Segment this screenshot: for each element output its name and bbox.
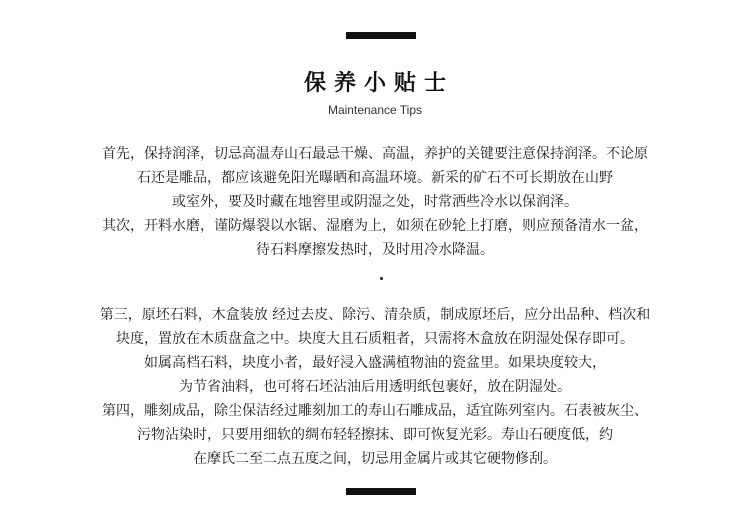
text-line: 为节省油料，也可将石坯沾油后用透明纸包裹好，放在阴湿处。 — [179, 379, 571, 395]
bottom-divider-bar — [346, 488, 416, 495]
top-divider-bar — [346, 32, 416, 39]
page-subtitle: Maintenance Tips — [327, 103, 423, 117]
text-line: 块度，置放在木质盘盒之中。块度大且石质粗者，只需将木盒放在阴湿处保存即可。 — [116, 331, 634, 347]
text-line: 石还是雕品，都应该避免阳光曝晒和高温环境。新采的矿石不可长期放在山野 — [137, 170, 613, 186]
text-line: 污物沾染时，只要用细软的绸布轻轻擦抹、即可恢复光彩。寿山石硬度低，约 — [137, 427, 613, 443]
text-line: 如属高档石料，块度小者，最好浸入盛满植物油的瓷盆里。如果块度较大， — [144, 355, 606, 371]
separator-dot — [380, 277, 383, 280]
text-line: 其次，开料水磨，谨防爆裂以水锯、湿磨为上，如须在砂轮上打磨，则应预备清水一盆， — [102, 218, 648, 234]
text-line: 或室外，要及时藏在地窖里或阴湿之处，时常洒些冷水以保润泽。 — [172, 194, 578, 210]
text-line: 第四，雕刻成品，除尘保洁经过雕刻加工的寿山石雕成品，适宜陈列室内。石表被灰尘、 — [102, 403, 648, 419]
text-line: 待石料摩擦发热时，及时用冷水降温。 — [256, 242, 494, 258]
text-line: 在摩氏二至二点五度之间，切忌用金属片或其它硬物修刮。 — [193, 451, 557, 467]
page-title: 保养小贴士 — [303, 70, 454, 96]
text-line: 第三，原坯石料，木盒装放 经过去皮、除污、清杂质，制成原坯后，应分出品种、档次和 — [99, 307, 651, 323]
text-line: 首先，保持润泽，切忌高温寿山石最忌干燥、高温，养护的关键要注意保持润泽。不论原 — [102, 146, 648, 162]
maintenance-paragraph-two — [0, 303, 750, 471]
maintenance-paragraph-one — [0, 142, 750, 262]
